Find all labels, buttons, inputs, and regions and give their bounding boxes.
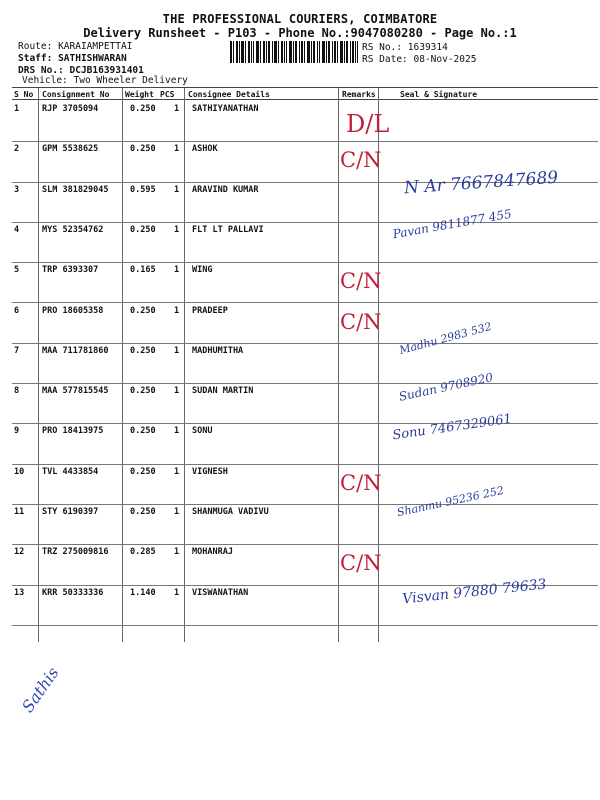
- row-consignment-no: MAA 577815545: [42, 386, 109, 397]
- row-sno: 9: [14, 426, 20, 437]
- row-signature: Sudan 9708920: [397, 370, 495, 404]
- runsheet-title: Delivery Runsheet - P103 - Phone No.:9047080280 - Page No.:1: [83, 26, 517, 40]
- row-pcs: 1: [174, 547, 180, 558]
- row-weight: 0.250: [130, 144, 156, 155]
- staff-label: Staff:: [18, 53, 53, 64]
- row-consignment-no: TRP 6393307: [42, 265, 99, 276]
- company-name: THE PROFESSIONAL COURIERS, COIMBATORE: [162, 12, 438, 26]
- row-pcs: 1: [174, 265, 180, 276]
- row-consignment-no: MAA 711781860: [42, 345, 109, 356]
- col-pcs: PCS: [160, 90, 175, 99]
- table-row: [12, 265, 598, 305]
- route-line: [18, 41, 132, 52]
- rs-no-value: 1639314: [407, 42, 448, 53]
- row-pcs: 1: [174, 104, 180, 114]
- row-divider: [12, 504, 598, 505]
- vehicle-line: [22, 75, 188, 86]
- row-sno: 13: [14, 587, 25, 598]
- row-sno: 1: [14, 104, 20, 114]
- barcode-image: [230, 41, 358, 63]
- row-signature: Sonu 7467329061: [391, 412, 513, 444]
- row-consignment-no: SLM 381829045: [42, 184, 109, 195]
- row-divider: [12, 222, 598, 223]
- col-consignment: Consignment No: [42, 90, 110, 99]
- row-pcs: 1: [174, 386, 180, 397]
- row-consignee: FLT LT PALLAVI: [192, 224, 264, 235]
- row-pcs: 1: [174, 224, 180, 235]
- row-sno: 6: [14, 305, 20, 316]
- row-remark: C/N: [340, 148, 382, 173]
- row-remark: C/N: [340, 309, 382, 334]
- col-remarks: Remarks: [342, 90, 376, 99]
- row-consignment-no: RJP 3705094: [42, 104, 99, 114]
- footer-initials: Sathis: [18, 663, 63, 716]
- row-sno: 7: [14, 345, 20, 356]
- row-consignee: WING: [192, 265, 213, 276]
- row-pcs: 1: [174, 466, 180, 477]
- row-weight: 0.250: [130, 426, 156, 437]
- table-top-border: [12, 87, 598, 88]
- row-signature: Shanmu 95236 252: [395, 483, 505, 520]
- row-pcs: 1: [174, 345, 180, 356]
- row-pcs: 1: [174, 305, 180, 316]
- row-consignment-no: PRO 18413975: [42, 426, 104, 437]
- rs-date-label: RS Date:: [362, 54, 408, 65]
- row-sno: 11: [14, 507, 25, 517]
- row-signature: Pavan 9811877 455: [391, 206, 513, 242]
- row-consignment-no: TVL 4433854: [42, 466, 99, 477]
- row-sno: 12: [14, 547, 25, 558]
- row-consignee: PRADEEP: [192, 305, 228, 316]
- row-remark: D/L: [346, 110, 390, 138]
- rs-no-label: RS No.:: [362, 42, 403, 53]
- table-row: [12, 467, 598, 507]
- row-weight: 0.165: [130, 265, 156, 276]
- row-consignee: SATHIYANATHAN: [192, 104, 259, 114]
- row-pcs: 1: [174, 507, 180, 517]
- drs-value: DCJB163931401: [69, 65, 144, 76]
- route-label: Route:: [18, 41, 53, 52]
- row-sno: 5: [14, 265, 20, 276]
- row-divider: [12, 302, 598, 303]
- table-row: [12, 483, 598, 547]
- row-weight: 1.140: [130, 587, 156, 598]
- row-weight: 0.250: [130, 386, 156, 397]
- row-consignment-no: TRZ 275009816: [42, 547, 109, 558]
- table-row: [12, 412, 598, 466]
- drs-label: DRS No.:: [18, 65, 64, 76]
- row-weight: 0.250: [130, 104, 156, 114]
- row-weight: 0.285: [130, 547, 156, 558]
- row-consignee: ASHOK: [192, 144, 218, 155]
- row-consignment-no: STY 6190397: [42, 507, 99, 517]
- row-divider: [12, 141, 598, 142]
- rs-date-value: 08-Nov-2025: [413, 54, 477, 65]
- row-consignment-no: MYS 52354762: [42, 224, 104, 235]
- table-row: [12, 104, 598, 144]
- vehicle-value: Two Wheeler Delivery: [73, 75, 188, 86]
- row-weight: 0.250: [130, 466, 156, 477]
- row-consignee: VISWANATHAN: [192, 587, 249, 598]
- row-weight: 0.250: [130, 507, 156, 517]
- rs-no-line: [362, 42, 448, 53]
- row-consignee: MOHANRAJ: [192, 547, 233, 558]
- row-consignee: VIGNESH: [192, 466, 228, 477]
- row-consignment-no: KRR 50333336: [42, 587, 104, 598]
- row-signature: N Ar 7667847689: [403, 167, 559, 198]
- row-weight: 0.595: [130, 184, 156, 195]
- vehicle-label: Vehicle:: [22, 75, 68, 86]
- table-row: [12, 576, 598, 628]
- header-bottom-border: [12, 99, 598, 100]
- row-consignment-no: GPM 5538625: [42, 144, 99, 155]
- row-signature: Madhu 2983 532: [397, 319, 494, 357]
- row-consignee: SONU: [192, 426, 213, 437]
- row-remark: C/N: [340, 470, 382, 495]
- row-sno: 3: [14, 184, 20, 195]
- row-pcs: 1: [174, 184, 180, 195]
- row-divider: [12, 464, 598, 465]
- col-weight: Weight: [125, 90, 154, 99]
- route-value: KARAIAMPETTAI: [58, 41, 133, 52]
- row-divider: [12, 625, 598, 626]
- row-divider: [12, 343, 598, 344]
- row-sno: 10: [14, 466, 25, 477]
- row-remark: C/N: [340, 551, 382, 576]
- row-remark: C/N: [340, 269, 382, 294]
- row-consignee: MADHUMITHA: [192, 345, 244, 356]
- row-weight: 0.250: [130, 305, 156, 316]
- row-consignee: SHANMUGA VADIVU: [192, 507, 269, 517]
- row-sno: 2: [14, 144, 20, 155]
- row-pcs: 1: [174, 587, 180, 598]
- row-sno: 8: [14, 386, 20, 397]
- row-divider: [12, 262, 598, 263]
- row-sno: 4: [14, 224, 20, 235]
- row-pcs: 1: [174, 144, 180, 155]
- col-sno: S No: [14, 90, 34, 99]
- row-divider: [12, 383, 598, 384]
- staff-value: SATHISHWARAN: [58, 53, 127, 64]
- rs-date-line: [362, 54, 476, 65]
- row-pcs: 1: [174, 426, 180, 437]
- row-weight: 0.250: [130, 224, 156, 235]
- row-divider: [12, 544, 598, 545]
- staff-line: [18, 53, 127, 64]
- row-consignee: ARAVIND KUMAR: [192, 184, 259, 195]
- col-consignee: Consignee Details: [188, 90, 270, 99]
- row-consignee: SUDAN MARTIN: [192, 386, 254, 397]
- row-consignment-no: PRO 18605358: [42, 305, 104, 316]
- table-row: [12, 306, 598, 346]
- row-signature: Visvan 97880 79633: [401, 576, 548, 608]
- row-weight: 0.250: [130, 345, 156, 356]
- table-row: [12, 206, 598, 265]
- col-seal: Seal & Signature: [400, 90, 478, 99]
